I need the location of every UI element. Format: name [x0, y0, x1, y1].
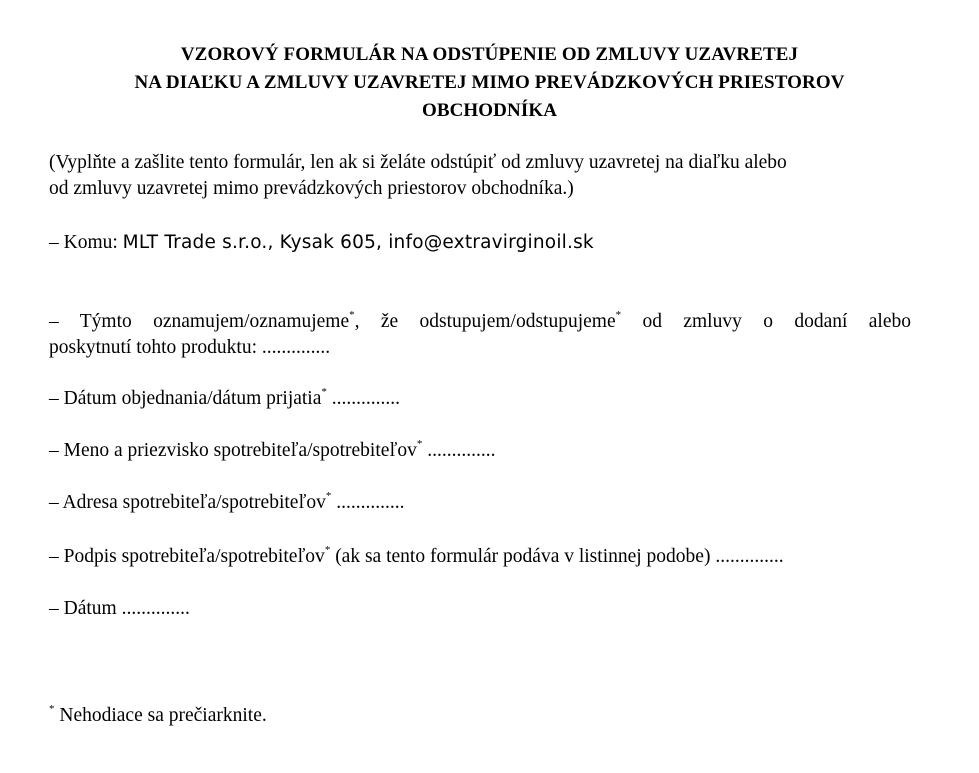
recipient-label: – Komu:	[49, 232, 123, 253]
consumer-name-line	[49, 438, 911, 464]
consumer-signature-line	[49, 544, 911, 570]
title-line-1: VZOROVÝ FORMULÁR NA ODSTÚPENIE OD ZMLUVY UZAVRETEJ	[180, 44, 799, 65]
consumer-name-blank: ..............	[422, 440, 496, 461]
consumer-signature-blank: (ak sa tento formulár podáva v listinnej podobe) ..............	[330, 546, 784, 567]
consumer-name-label: – Meno a priezvisko spotrebiteľa/spotrebiteľov	[49, 440, 417, 461]
statement-part-1: – Týmto oznamujem/oznamujeme	[49, 311, 350, 332]
instruction-line-1: (Vyplňte a zašlite tento formulár, len ak si želáte odstúpiť od zmluvy uzavretej na diaľku alebo	[49, 152, 787, 173]
recipient-value: MLT Trade s.r.o., Kysak 605, info@extravirginoil.sk	[122, 232, 594, 253]
statement-part-2: , že odstupujem/odstupujeme	[354, 311, 616, 332]
footnote	[49, 703, 911, 729]
footnote-asterisk: *	[49, 702, 55, 715]
instruction-line-2: od zmluvy uzavretej mimo prevádzkových priestorov obchodníka.)	[49, 178, 574, 199]
footnote-text: Nehodiace sa prečiarknite.	[54, 705, 267, 726]
title-line-3: OBCHODNÍKA	[421, 100, 558, 121]
statement-part-3: od zmluvy o dodaní alebo	[621, 311, 911, 332]
consumer-signature-label: – Podpis spotrebiteľa/spotrebiteľov	[49, 546, 325, 567]
asterisk-mark: *	[416, 437, 423, 450]
consumer-address-label: – Adresa spotrebiteľa/spotrebiteľov	[49, 492, 326, 513]
order-date-label: – Dátum objednania/dátum prijatia	[49, 388, 322, 409]
asterisk-mark: *	[324, 543, 331, 556]
statement-line-1	[49, 309, 911, 335]
order-date-line	[49, 386, 911, 412]
consumer-address-line	[49, 490, 911, 516]
order-date-blank: ..............	[326, 388, 401, 409]
title-line-2: NA DIAĽKU A ZMLUVY UZAVRETEJ MIMO PREVÁDZKOVÝCH PRIESTOROV	[134, 72, 845, 93]
asterisk-mark: *	[615, 308, 622, 321]
consumer-address-blank: ..............	[331, 492, 405, 513]
asterisk-mark: *	[325, 489, 332, 502]
asterisk-mark: *	[321, 385, 327, 398]
asterisk-mark: *	[349, 308, 355, 321]
date-line: – Dátum ..............	[49, 598, 190, 619]
statement-line-2: poskytnutí tohto produktu: ..............	[49, 337, 331, 358]
recipient-line	[49, 230, 911, 256]
